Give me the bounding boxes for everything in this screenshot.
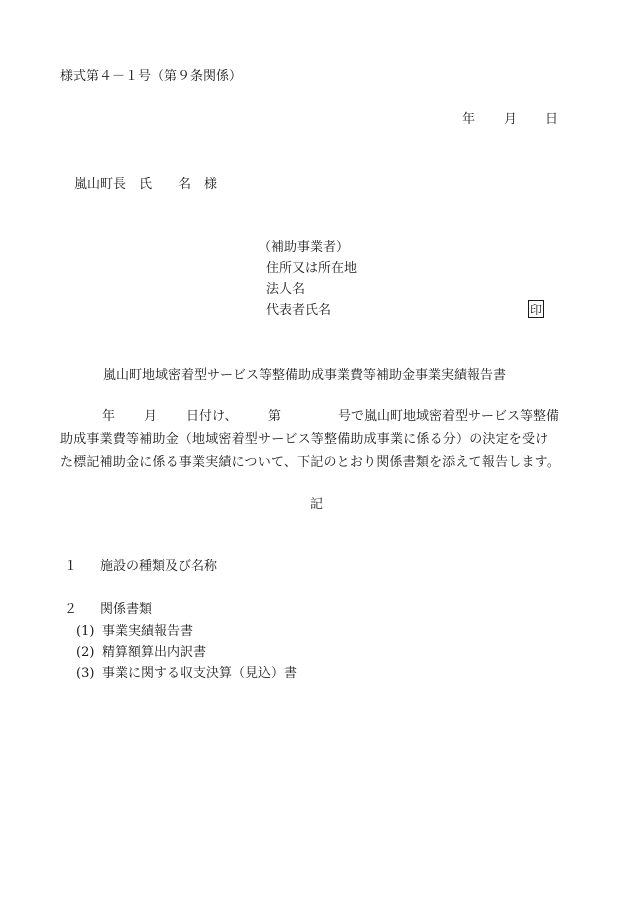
body-month: 月 (144, 409, 158, 424)
date-day-label: 日 (545, 112, 559, 127)
list-item-1-num: (1) (76, 624, 95, 639)
applicant-heading: （補助事業者） (258, 240, 350, 255)
list-item-2-label: 精算額算出内訳書 (102, 645, 207, 660)
corp-name-label: 法人名 (266, 282, 306, 297)
body-line3: た標記補助金に係る事業実績について、下記のとおり関係書類を添えて報告します。 (60, 455, 561, 470)
date-month-label: 月 (504, 112, 518, 127)
seal-mark: 印 (528, 300, 544, 318)
date-year-label: 年 (462, 112, 476, 127)
section-1-label: 施設の種類及び名称 (100, 559, 218, 574)
rep-name-label: 代表者氏名 (266, 303, 332, 318)
body-year: 年 (102, 409, 116, 424)
list-item-3-label: 事業に関する収支決算（見込）書 (102, 666, 298, 681)
ki-heading: 記 (310, 497, 324, 512)
document-title: 嵐山町地域密着型サービス等整備助成事業費等補助金事業実績報告書 (103, 368, 507, 383)
list-item-3-num: (3) (76, 666, 95, 681)
address-label: 住所又は所在地 (266, 261, 358, 276)
body-day: 日付け、 (186, 409, 238, 424)
list-item-1-label: 事業実績報告書 (102, 624, 194, 639)
body-line2: 助成事業費等補助金（地域密着型サービス等整備助成事業に係る分）の決定を受け (60, 432, 549, 447)
addressee: 嵐山町長 氏 名 様 (74, 177, 218, 192)
section-1-number: １ (64, 559, 78, 574)
body-dai: 第 (268, 409, 282, 424)
body-line1-rest: 号で嵐山町地域密着型サービス等整備 (338, 409, 560, 424)
list-item-2-num: (2) (76, 645, 95, 660)
form-number: 様式第４－１号（第９条関係） (60, 69, 243, 84)
section-2-number: ２ (64, 602, 78, 617)
section-2-label: 関係書類 (100, 602, 153, 617)
